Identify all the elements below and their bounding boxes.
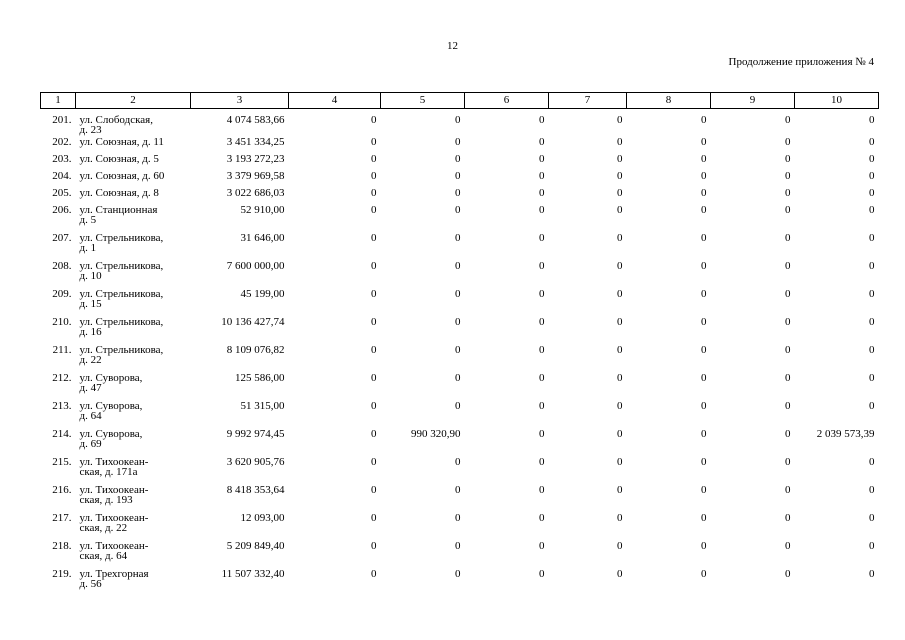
value-col4: 0 [371, 371, 377, 384]
address-line-1: ул. Стрельникова, [79, 315, 164, 328]
address-line-1: ул. Тихоокеан- [79, 455, 149, 468]
address-line-1: ул. Суворова, [79, 371, 143, 384]
row-number: 217. [52, 511, 72, 524]
value-col8: 0 [701, 371, 707, 384]
value-col9: 0 [785, 455, 791, 468]
value-col4: 0 [371, 152, 377, 165]
value-col6: 0 [539, 371, 545, 384]
value-col6: 0 [539, 169, 545, 182]
value-col10: 0 [869, 203, 875, 216]
value-col9: 0 [785, 186, 791, 199]
address-line-2: ская, д. 171а [79, 465, 138, 478]
value-col9: 0 [785, 287, 791, 300]
value-col8: 0 [701, 135, 707, 148]
address-cell [76, 233, 191, 261]
address-line-1: ул. Стрельникова, [79, 287, 164, 300]
value-col9: 0 [785, 371, 791, 384]
value-col10: 0 [869, 371, 875, 384]
table-row [41, 569, 879, 597]
value-col7: 0 [617, 427, 623, 440]
value-col4: 0 [371, 427, 377, 440]
row-number: 210. [52, 315, 72, 328]
row-number: 215. [52, 455, 72, 468]
address-line-1: ул. Трехгорная [79, 567, 149, 580]
row-number: 204. [52, 169, 72, 182]
column-header-1: 1 [41, 93, 76, 109]
amount-col3: 7 600 000,00 [226, 259, 285, 272]
value-col6: 0 [539, 152, 545, 165]
value-col9: 0 [785, 315, 791, 328]
value-col9: 0 [785, 539, 791, 552]
table-row [41, 205, 879, 233]
value-col8: 0 [701, 203, 707, 216]
amount-col3: 8 109 076,82 [226, 343, 285, 356]
value-col10: 0 [869, 287, 875, 300]
value-col6: 0 [539, 343, 545, 356]
table-row [41, 429, 879, 457]
value-col8: 0 [701, 152, 707, 165]
table-body [41, 109, 879, 597]
value-col8: 0 [701, 427, 707, 440]
value-col9: 0 [785, 567, 791, 580]
value-col9: 0 [785, 259, 791, 272]
address-line-1: ул. Станционная [79, 203, 158, 216]
value-col4: 0 [371, 539, 377, 552]
value-col10: 0 [869, 186, 875, 199]
value-col4: 0 [371, 567, 377, 580]
value-col8: 0 [701, 567, 707, 580]
address-cell [76, 289, 191, 317]
value-col4: 0 [371, 169, 377, 182]
address-line-2: ская, д. 193 [79, 493, 133, 506]
value-col5: 0 [455, 455, 461, 468]
row-number: 213. [52, 399, 72, 412]
value-col6: 0 [539, 231, 545, 244]
address-cell [76, 109, 191, 137]
value-col9: 0 [785, 203, 791, 216]
continuation-label: Продолжение приложения № 4 [728, 56, 874, 68]
value-col8: 0 [701, 169, 707, 182]
row-number: 218. [52, 539, 72, 552]
address-cell [76, 457, 191, 485]
value-col7: 0 [617, 152, 623, 165]
value-col5: 0 [455, 371, 461, 384]
address-cell [76, 188, 191, 205]
value-col5: 990 320,90 [411, 427, 461, 440]
value-col7: 0 [617, 259, 623, 272]
amount-col3: 3 379 969,58 [226, 169, 285, 182]
amount-col3: 52 910,00 [240, 203, 285, 216]
value-col10: 0 [869, 567, 875, 580]
amount-col3: 11 507 332,40 [221, 567, 285, 580]
amount-col3: 45 199,00 [240, 287, 285, 300]
address-cell [76, 569, 191, 597]
table-row [41, 233, 879, 261]
row-number: 206. [52, 203, 72, 216]
address-line-1: ул. Стрельникова, [79, 343, 164, 356]
amount-col3: 4 074 583,66 [226, 114, 285, 126]
address-line-2: д. 5 [79, 213, 97, 226]
value-col10: 0 [869, 152, 875, 165]
value-col8: 0 [701, 511, 707, 524]
address-cell [76, 205, 191, 233]
value-col9: 0 [785, 399, 791, 412]
table-row [41, 345, 879, 373]
appendix-table [40, 92, 879, 597]
value-col7: 0 [617, 203, 623, 216]
amount-col3: 51 315,00 [240, 399, 285, 412]
value-col9: 0 [785, 152, 791, 165]
value-col7: 0 [617, 135, 623, 148]
value-col7: 0 [617, 315, 623, 328]
value-col7: 0 [617, 114, 623, 126]
address-line-1: ул. Суворова, [79, 427, 143, 440]
page-number: 12 [447, 40, 458, 52]
amount-col3: 31 646,00 [240, 231, 285, 244]
value-col9: 0 [785, 483, 791, 496]
value-col10: 0 [869, 231, 875, 244]
value-col6: 0 [539, 186, 545, 199]
value-col6: 0 [539, 427, 545, 440]
value-col4: 0 [371, 343, 377, 356]
amount-col3: 5 209 849,40 [226, 539, 285, 552]
row-number: 214. [52, 427, 72, 440]
value-col9: 0 [785, 169, 791, 182]
value-col5: 0 [455, 287, 461, 300]
value-col7: 0 [617, 371, 623, 384]
value-col6: 0 [539, 399, 545, 412]
address-cell [76, 345, 191, 373]
value-col5: 0 [455, 315, 461, 328]
value-col10: 0 [869, 169, 875, 182]
address-cell [76, 429, 191, 457]
value-col10: 0 [869, 539, 875, 552]
value-col4: 0 [371, 135, 377, 148]
value-col8: 0 [701, 259, 707, 272]
value-col4: 0 [371, 455, 377, 468]
value-col6: 0 [539, 511, 545, 524]
value-col10: 0 [869, 399, 875, 412]
value-col9: 0 [785, 231, 791, 244]
value-col5: 0 [455, 399, 461, 412]
value-col7: 0 [617, 511, 623, 524]
value-col10: 2 039 573,39 [816, 427, 875, 440]
address-line-2: д. 16 [79, 325, 102, 338]
value-col8: 0 [701, 483, 707, 496]
column-header-2: 2 [76, 93, 191, 109]
row-number: 216. [52, 483, 72, 496]
address-line-2: д. 47 [79, 381, 102, 394]
value-col9: 0 [785, 114, 791, 126]
value-col9: 0 [785, 511, 791, 524]
amount-col3: 9 992 974,45 [226, 427, 285, 440]
address-cell [76, 401, 191, 429]
address-line-1: ул. Тихоокеан- [79, 483, 149, 496]
amount-col3: 125 586,00 [235, 371, 285, 384]
address-line-2: д. 10 [79, 269, 102, 282]
value-col4: 0 [371, 315, 377, 328]
row-number: 212. [52, 371, 72, 384]
table-row [41, 485, 879, 513]
value-col5: 0 [455, 152, 461, 165]
address-line-2: д. 1 [79, 241, 97, 254]
value-col8: 0 [701, 399, 707, 412]
value-col4: 0 [371, 483, 377, 496]
table-row [41, 317, 879, 345]
value-col9: 0 [785, 343, 791, 356]
address-line-1: ул. Тихоокеан- [79, 539, 149, 552]
value-col5: 0 [455, 135, 461, 148]
value-col4: 0 [371, 114, 377, 126]
value-col7: 0 [617, 343, 623, 356]
value-col7: 0 [617, 455, 623, 468]
address-line-1: ул. Союзная, д. 60 [79, 169, 165, 182]
table-row [41, 373, 879, 401]
column-header-5: 5 [381, 93, 465, 109]
value-col5: 0 [455, 539, 461, 552]
address-line-1: ул. Стрельникова, [79, 259, 164, 272]
value-col10: 0 [869, 511, 875, 524]
address-line-2: ская, д. 64 [79, 549, 128, 562]
address-cell [76, 485, 191, 513]
value-col10: 0 [869, 114, 875, 126]
row-number: 211. [52, 343, 72, 356]
column-header-9: 9 [711, 93, 795, 109]
value-col7: 0 [617, 483, 623, 496]
column-header-10: 10 [795, 93, 879, 109]
address-line-2: д. 23 [79, 124, 102, 136]
value-col8: 0 [701, 343, 707, 356]
amount-col3: 3 022 686,03 [226, 186, 285, 199]
value-col9: 0 [785, 135, 791, 148]
value-col7: 0 [617, 186, 623, 199]
address-line-1: ул. Суворова, [79, 399, 143, 412]
address-line-1: ул. Стрельникова, [79, 231, 164, 244]
value-col5: 0 [455, 169, 461, 182]
row-number: 201. [52, 114, 72, 126]
address-line-1: ул. Слободская, [79, 114, 153, 126]
value-col5: 0 [455, 343, 461, 356]
row-number: 203. [52, 152, 72, 165]
value-col10: 0 [869, 343, 875, 356]
address-cell [76, 513, 191, 541]
value-col7: 0 [617, 399, 623, 412]
row-number: 207. [52, 231, 72, 244]
value-col5: 0 [455, 511, 461, 524]
value-col5: 0 [455, 567, 461, 580]
column-header-8: 8 [627, 93, 711, 109]
column-header-7: 7 [549, 93, 627, 109]
column-header-3: 3 [191, 93, 289, 109]
value-col4: 0 [371, 203, 377, 216]
row-number: 209. [52, 287, 72, 300]
address-line-2: д. 64 [79, 409, 102, 422]
value-col6: 0 [539, 287, 545, 300]
value-col6: 0 [539, 114, 545, 126]
row-number: 205. [52, 186, 72, 199]
value-col6: 0 [539, 259, 545, 272]
row-number: 219. [52, 567, 72, 580]
value-col6: 0 [539, 203, 545, 216]
amount-col3: 3 193 272,23 [226, 152, 285, 165]
value-col7: 0 [617, 539, 623, 552]
table-row [41, 513, 879, 541]
value-col9: 0 [785, 427, 791, 440]
value-col4: 0 [371, 511, 377, 524]
address-line-2: д. 15 [79, 297, 102, 310]
address-cell [76, 541, 191, 569]
value-col5: 0 [455, 231, 461, 244]
value-col4: 0 [371, 231, 377, 244]
value-col6: 0 [539, 455, 545, 468]
table-row [41, 171, 879, 188]
row-number: 202. [52, 135, 72, 148]
value-col7: 0 [617, 169, 623, 182]
value-col6: 0 [539, 135, 545, 148]
table-row [41, 289, 879, 317]
address-line-1: ул. Союзная, д. 8 [79, 186, 159, 199]
value-col7: 0 [617, 231, 623, 244]
table-row [41, 188, 879, 205]
value-col6: 0 [539, 315, 545, 328]
amount-col3: 3 620 905,76 [226, 455, 285, 468]
address-line-2: д. 69 [79, 437, 102, 450]
amount-col3: 8 418 353,64 [226, 483, 285, 496]
address-line-2: д. 22 [79, 353, 102, 366]
address-line-1: ул. Союзная, д. 11 [79, 135, 164, 148]
value-col4: 0 [371, 186, 377, 199]
value-col4: 0 [371, 399, 377, 412]
value-col10: 0 [869, 483, 875, 496]
value-col8: 0 [701, 287, 707, 300]
value-col5: 0 [455, 483, 461, 496]
value-col8: 0 [701, 114, 707, 126]
address-line-1: ул. Союзная, д. 5 [79, 152, 159, 165]
address-cell [76, 137, 191, 154]
address-cell [76, 373, 191, 401]
address-cell [76, 154, 191, 171]
address-cell [76, 261, 191, 289]
amount-col3: 10 136 427,74 [221, 315, 285, 328]
row-number: 208. [52, 259, 72, 272]
value-col4: 0 [371, 287, 377, 300]
value-col8: 0 [701, 231, 707, 244]
value-col5: 0 [455, 259, 461, 272]
address-line-1: ул. Тихоокеан- [79, 511, 149, 524]
value-col5: 0 [455, 114, 461, 126]
table-row [41, 137, 879, 154]
value-col5: 0 [455, 186, 461, 199]
value-col10: 0 [869, 135, 875, 148]
value-col6: 0 [539, 539, 545, 552]
amount-col3: 12 093,00 [240, 511, 285, 524]
value-col8: 0 [701, 186, 707, 199]
value-col8: 0 [701, 315, 707, 328]
table-row [41, 154, 879, 171]
header-row [41, 93, 879, 109]
value-col10: 0 [869, 315, 875, 328]
table-row [41, 401, 879, 429]
value-col7: 0 [617, 287, 623, 300]
value-col4: 0 [371, 259, 377, 272]
column-header-4: 4 [289, 93, 381, 109]
value-col6: 0 [539, 483, 545, 496]
value-col6: 0 [539, 567, 545, 580]
value-col8: 0 [701, 455, 707, 468]
table-row [41, 261, 879, 289]
value-col10: 0 [869, 455, 875, 468]
address-cell [76, 317, 191, 345]
value-col8: 0 [701, 539, 707, 552]
address-line-2: ская, д. 22 [79, 521, 128, 534]
amount-col3: 3 451 334,25 [226, 135, 285, 148]
address-cell [76, 171, 191, 188]
column-header-6: 6 [465, 93, 549, 109]
address-line-2: д. 56 [79, 577, 102, 590]
value-col7: 0 [617, 567, 623, 580]
table-row [41, 109, 879, 137]
value-col10: 0 [869, 259, 875, 272]
table-row [41, 457, 879, 485]
value-col5: 0 [455, 203, 461, 216]
table-row [41, 541, 879, 569]
